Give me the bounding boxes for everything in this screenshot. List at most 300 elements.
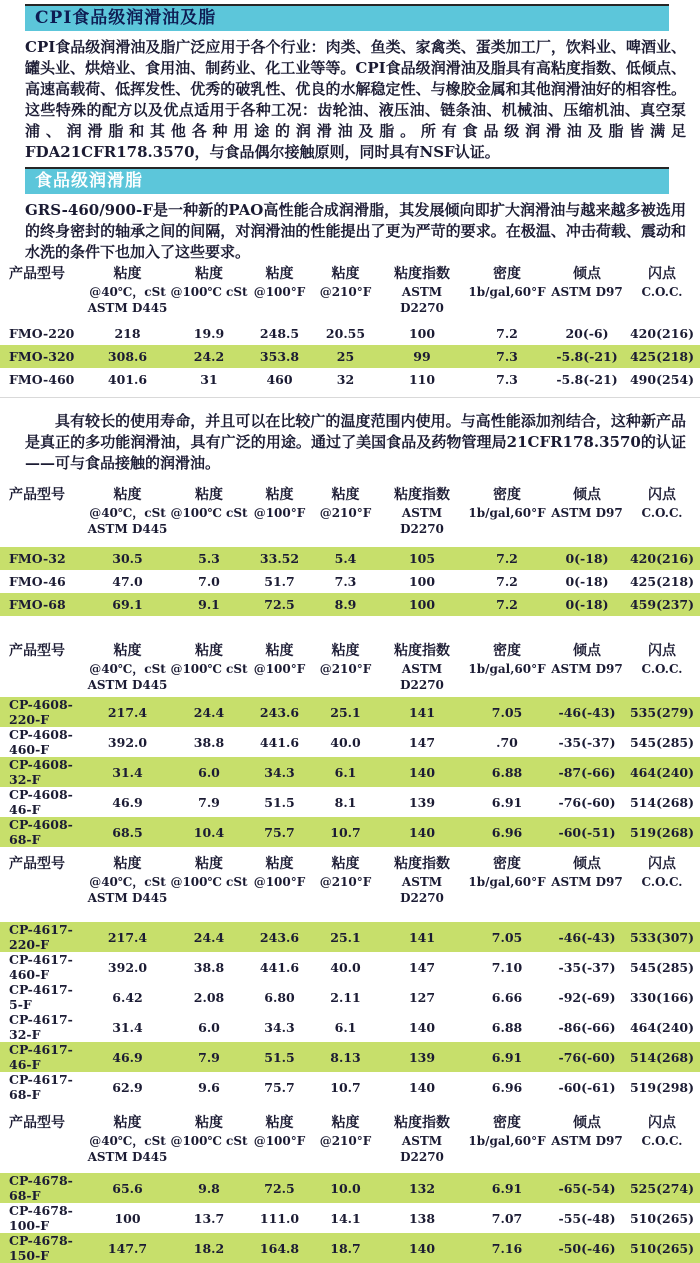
table-cell: 20.55 — [325, 326, 366, 341]
column-header-title: 粘度 — [331, 487, 360, 503]
column-header — [624, 642, 700, 693]
table-row-highlighted — [0, 345, 700, 368]
table-cell: 9.8 — [198, 1180, 220, 1196]
table-cell: 69.1 — [112, 597, 143, 612]
table-cell: 30.5 — [112, 551, 143, 566]
table-cell: 140 — [408, 1019, 436, 1035]
table-cell: 139 — [408, 794, 436, 810]
column-header-title: 粘度指数 — [394, 487, 450, 503]
column-header-subline: 1b/gal,60°F — [468, 506, 546, 520]
table-cell: 7.2 — [496, 597, 518, 612]
column-header-title: 粘度 — [195, 1115, 223, 1131]
table-cell: 464(240) — [629, 764, 694, 780]
column-header-title: 粘度指数 — [394, 266, 450, 282]
table-cell: 10.7 — [330, 1079, 361, 1095]
column-header — [170, 265, 248, 316]
product-spec-table — [0, 1114, 700, 1263]
table-cell: 6.0 — [198, 1019, 220, 1035]
table-cell: 464(240) — [629, 1019, 694, 1035]
column-header-subline: ASTM D445 — [87, 678, 168, 692]
table-cell: 5.4 — [334, 551, 357, 566]
column-header-title: 粘度 — [113, 1115, 142, 1131]
column-header-title: 粘度 — [195, 487, 223, 503]
table-cell: 14.1 — [330, 1210, 361, 1226]
column-header — [248, 1114, 311, 1165]
table-cell: 24.2 — [193, 349, 225, 364]
table-cell: 140 — [408, 1240, 436, 1256]
table-row-highlighted — [0, 697, 700, 727]
table-cell: 147 — [408, 734, 436, 750]
table-row — [0, 952, 700, 982]
column-header-subline: @210°F — [319, 506, 372, 520]
table-cell: 34.3 — [264, 764, 295, 780]
section-title-grease: 食品级润滑脂 — [35, 171, 143, 191]
column-header-subline: C.O.C. — [641, 875, 683, 889]
table-cell: 6.1 — [334, 1019, 357, 1035]
spec-table-fmo-light — [0, 486, 700, 616]
product-model-cell: CP-4678-100-F — [9, 1203, 73, 1233]
table-cell: 6.88 — [491, 764, 523, 780]
section-title-bar-oils — [25, 4, 669, 31]
product-spec-table — [0, 642, 700, 847]
column-header — [550, 1114, 624, 1165]
table-cell: 6.96 — [491, 824, 523, 840]
table-cell: 459(237) — [629, 597, 694, 612]
table-row-highlighted — [0, 817, 700, 847]
table-row — [0, 1203, 700, 1233]
table-row — [0, 787, 700, 817]
table-cell: 519(298) — [629, 1079, 694, 1095]
table-cell: 127 — [408, 989, 436, 1005]
column-header-subline: 1b/gal,60°F — [468, 285, 546, 299]
table-cell: 8.1 — [334, 794, 357, 810]
product-model-cell: CP-4608-220-F — [9, 697, 73, 727]
table-row-highlighted — [0, 1173, 700, 1203]
table-cell: 47.0 — [112, 574, 143, 589]
table-cell: 25.1 — [330, 929, 361, 945]
product-model-cell: CP-4617-460-F — [9, 952, 73, 982]
table-cell: 6.0 — [198, 764, 220, 780]
product-model-cell: CP-4617-68-F — [9, 1072, 73, 1102]
column-header-product: 产品型号 — [9, 1115, 65, 1131]
table-row — [0, 322, 700, 345]
table-cell: 31.4 — [112, 764, 143, 780]
table-row-highlighted — [0, 1042, 700, 1072]
table-cell: 164.8 — [259, 1240, 300, 1256]
table-cell: 218 — [114, 326, 141, 341]
table-cell: 308.6 — [107, 349, 148, 364]
table-cell: 243.6 — [259, 704, 300, 720]
column-header-title: 粘度 — [265, 1115, 294, 1131]
table-cell: 51.7 — [264, 574, 295, 589]
header-gap — [0, 1165, 700, 1173]
column-header — [380, 486, 464, 537]
table-cell: 217.4 — [107, 929, 148, 945]
table-cell: 20(-6) — [565, 326, 609, 341]
product-spec-table — [0, 486, 700, 616]
column-header-subline: @100℃ cSt — [170, 1134, 248, 1148]
table-cell: 38.8 — [193, 734, 225, 750]
table-cell: 105 — [408, 551, 436, 566]
column-header-subline: 1b/gal,60°F — [468, 875, 546, 889]
table-cell: 138 — [408, 1210, 436, 1226]
column-header-product: 产品型号 — [9, 266, 65, 282]
column-header — [248, 265, 311, 316]
table-cell: -35(-37) — [558, 959, 616, 975]
column-header — [464, 642, 550, 693]
table-cell: -60(-61) — [558, 1079, 616, 1095]
table-cell: 75.7 — [264, 1079, 295, 1095]
table-cell: 6.88 — [491, 1019, 523, 1035]
table-cell: 31.4 — [112, 1019, 143, 1035]
column-header-subline: 1b/gal,60°F — [468, 662, 546, 676]
table-row-highlighted — [0, 922, 700, 952]
column-header-title: 倾点 — [573, 487, 601, 503]
column-header-title: 密度 — [493, 856, 521, 872]
column-header-title: 粘度 — [331, 643, 360, 659]
column-header-subline: ASTM D445 — [87, 1150, 168, 1164]
table-cell: 33.52 — [259, 551, 300, 566]
table-cell: -46(-43) — [558, 929, 616, 945]
table-cell: 0(-18) — [565, 597, 609, 612]
table-cell: -65(-54) — [558, 1180, 616, 1196]
table-cell: 72.5 — [264, 1180, 295, 1196]
table-cell: 139 — [408, 1049, 436, 1065]
product-model-cell: CP-4608-68-F — [9, 817, 73, 847]
table-row-highlighted — [0, 757, 700, 787]
table-cell: 545(285) — [629, 734, 694, 750]
table-cell: 10.0 — [330, 1180, 361, 1196]
table-cell: 31 — [200, 372, 218, 387]
table-cell: 68.5 — [112, 824, 143, 840]
header-gap — [0, 906, 700, 922]
column-header-subline: 1b/gal,60°F — [468, 1134, 546, 1148]
table-cell: 510(265) — [629, 1240, 694, 1256]
column-header — [311, 265, 380, 316]
table-header-row — [0, 855, 700, 906]
header-gap — [0, 537, 700, 547]
table-cell: 147.7 — [107, 1240, 148, 1256]
column-header-title: 粘度 — [195, 643, 223, 659]
table-cell: 535(279) — [629, 704, 694, 720]
column-header-title: 粘度 — [265, 487, 294, 503]
column-header-title: 粘度 — [113, 643, 142, 659]
column-header-title: 粘度 — [195, 856, 223, 872]
section-title-bar-grease — [25, 167, 669, 194]
mid-paragraph: 具有较长的使用寿命，并且可以在比较广的温度范围内使用。与高性能添加剂结合，这种新产品是真正的多功能润滑油，具有广泛的用途。通过了美国食品及药物管理局21CFR178.3570的认证——可与食品接触的润滑油。 — [25, 412, 686, 472]
table-cell: 7.0 — [198, 574, 220, 589]
table-cell: 6.1 — [334, 764, 357, 780]
column-header-subline: ASTM D445 — [87, 522, 168, 536]
table-cell: 32 — [336, 372, 355, 387]
table-cell: 0(-18) — [565, 574, 609, 589]
table-cell: 141 — [408, 929, 436, 945]
table-cell: 100 — [408, 574, 436, 589]
column-header-subline: ASTM D97 — [551, 1134, 623, 1148]
table-cell: 40.0 — [330, 734, 361, 750]
column-header-title: 粘度 — [265, 643, 294, 659]
table-cell: 248.5 — [259, 326, 300, 341]
column-header-product: 产品型号 — [9, 643, 65, 659]
column-header-title: 闪点 — [648, 856, 676, 872]
table-cell: -5.8(-21) — [556, 349, 618, 364]
table-cell: 7.16 — [491, 1240, 523, 1256]
table-cell: 7.07 — [491, 1210, 523, 1226]
column-header — [624, 265, 700, 316]
table-row — [0, 1072, 700, 1102]
table-cell: 6.80 — [264, 989, 295, 1005]
table-cell: 392.0 — [107, 734, 148, 750]
column-header-title: 粘度 — [331, 1115, 360, 1131]
column-header — [85, 265, 170, 316]
table-cell: 7.3 — [334, 574, 357, 589]
table-cell: 7.9 — [198, 794, 220, 810]
table-cell: 24.4 — [193, 929, 225, 945]
table-cell: 18.2 — [193, 1240, 225, 1256]
column-header — [311, 855, 380, 906]
intro-paragraph: CPI食品级润滑油及脂广泛应用于各个行业：肉类、鱼类、家禽类、蛋类加工厂，饮料业、啤酒业、罐头业、烘焙业、食用油、制药业、化工业等等。CPI食品级润滑油及脂具有高粘度指数、低倾点、高速高载荷、低挥发性、优秀的破乳性、优良的水解稳定性、与橡胶金属和其他润滑油好的相容性。这些特殊的配方以及优点适用于各种工况：齿轮油、液压油、链条油、机械油、压缩机油、真空泵浦、润滑脂和其他各种用途的润滑油及脂。所有食品级润滑油及脂皆满足FDA21CFR178.3570，与食品偶尔接触原则，同时具有NSF认证。 — [25, 38, 686, 161]
table-cell: 7.10 — [491, 959, 523, 975]
table-header-row — [0, 1114, 700, 1165]
column-header — [464, 855, 550, 906]
table-cell: -55(-48) — [558, 1210, 616, 1226]
product-model-cell: CP-4608-460-F — [9, 727, 73, 757]
column-header-subline: C.O.C. — [641, 285, 683, 299]
table-cell: -76(-60) — [558, 794, 616, 810]
table-cell: 7.9 — [198, 1049, 220, 1065]
table-cell: 7.3 — [496, 372, 518, 387]
table-cell: 10.7 — [330, 824, 361, 840]
grease-intro-paragraph: GRS-460/900-F是一种新的PAO高性能合成润滑脂，其发展倾向即扩大润滑油与越来越多被选用的终身密封的轴承之间的间隔，对润滑油的性能提出了更为严苛的要求。在极温、冲击荷载、震动和水洗的条件下也加入了这些要求。 — [25, 201, 686, 261]
table-cell: 25.1 — [330, 704, 361, 720]
table-cell: 460 — [266, 372, 293, 387]
product-model-cell: CP-4617-220-F — [9, 922, 73, 952]
table-cell: 6.91 — [491, 1180, 523, 1196]
table-cell: -86(-66) — [558, 1019, 616, 1035]
table-cell: 514(268) — [629, 794, 694, 810]
table-cell: -5.8(-21) — [556, 372, 618, 387]
table-cell: 8.9 — [334, 597, 357, 612]
table-cell: 5.3 — [198, 551, 220, 566]
table-row — [0, 982, 700, 1012]
table-cell: 147 — [408, 959, 436, 975]
table-row — [0, 368, 700, 391]
table-cell: 40.0 — [330, 959, 361, 975]
product-spec-table — [0, 265, 700, 391]
column-header — [85, 1114, 170, 1165]
table-cell: 514(268) — [629, 1049, 694, 1065]
table-cell: 7.2 — [496, 326, 518, 341]
column-header — [170, 486, 248, 537]
table-cell: -35(-37) — [558, 734, 616, 750]
table-header-row — [0, 486, 700, 537]
table-row-highlighted — [0, 1233, 700, 1263]
table-cell: 9.6 — [198, 1079, 220, 1095]
column-header — [624, 486, 700, 537]
section-title-oils: CPI食品级润滑油及脂 — [35, 8, 217, 28]
table-cell: 6.42 — [112, 989, 143, 1005]
column-header — [248, 486, 311, 537]
table-cell: 51.5 — [264, 1049, 295, 1065]
table-cell: 100 — [408, 597, 436, 612]
table-cell: 140 — [408, 764, 436, 780]
column-header-title: 粘度指数 — [394, 643, 450, 659]
table-cell: 111.0 — [259, 1210, 300, 1226]
table-cell: 7.05 — [491, 704, 523, 720]
column-header — [550, 855, 624, 906]
column-header-subline: ASTM D445 — [87, 891, 168, 905]
table-cell: 217.4 — [107, 704, 148, 720]
column-header-subline: ASTM D2270 — [400, 875, 444, 905]
table-cell: 6.66 — [491, 989, 523, 1005]
table-header-row — [0, 265, 700, 316]
table-cell: -87(-66) — [558, 764, 616, 780]
spec-table-cp4617 — [0, 855, 700, 1102]
table-cell: 441.6 — [259, 959, 300, 975]
table-cell: 420(216) — [629, 326, 694, 341]
product-model-cell: FMO-46 — [9, 574, 66, 589]
table-cell: 51.5 — [264, 794, 295, 810]
table-cell: 46.9 — [112, 1049, 143, 1065]
table-cell: 140 — [408, 824, 436, 840]
table-cell: 7.2 — [496, 551, 518, 566]
column-header — [311, 1114, 380, 1165]
column-header-subline: ASTM D97 — [551, 662, 623, 676]
column-header-subline: @210°F — [319, 285, 372, 299]
table-row-highlighted — [0, 593, 700, 616]
column-header — [311, 642, 380, 693]
spec-table-cp4678 — [0, 1114, 700, 1263]
table-row — [0, 1012, 700, 1042]
column-header — [248, 642, 311, 693]
table-cell: 24.4 — [193, 704, 225, 720]
column-header-title: 粘度 — [113, 266, 142, 282]
product-model-cell: CP-4678-68-F — [9, 1173, 73, 1203]
table-cell: 7.3 — [496, 349, 518, 364]
column-header-subline: ASTM D2270 — [400, 285, 444, 315]
table-cell: 38.8 — [193, 959, 225, 975]
table-cell: 533(307) — [629, 929, 694, 945]
table-row-highlighted — [0, 547, 700, 570]
table-cell: 8.13 — [330, 1049, 361, 1065]
table-cell: 425(218) — [629, 349, 694, 364]
table-cell: 100 — [114, 1210, 141, 1226]
column-header-subline: @210°F — [319, 662, 372, 676]
product-spec-table — [0, 855, 700, 1102]
column-header — [85, 642, 170, 693]
table-cell: 75.7 — [264, 824, 295, 840]
column-header — [170, 1114, 248, 1165]
column-header-subline: @40℃，cSt — [89, 662, 166, 676]
column-header-product: 产品型号 — [9, 487, 65, 503]
column-header-title: 粘度指数 — [394, 856, 450, 872]
column-header-title: 粘度 — [113, 856, 142, 872]
table-cell: 6.96 — [491, 1079, 523, 1095]
table-header-row — [0, 642, 700, 693]
product-model-cell: FMO-32 — [9, 551, 66, 566]
table-cell: 25 — [336, 349, 355, 364]
table-cell: 2.08 — [193, 989, 225, 1005]
column-header — [550, 486, 624, 537]
column-header-title: 倾点 — [573, 1115, 601, 1131]
product-model-cell: CP-4608-46-F — [9, 787, 73, 817]
column-header-subline: C.O.C. — [641, 506, 683, 520]
column-header — [85, 486, 170, 537]
table-cell: 425(218) — [629, 574, 694, 589]
table-cell: 100 — [408, 326, 436, 341]
column-header-title: 粘度 — [331, 266, 360, 282]
column-header-title: 倾点 — [573, 266, 601, 282]
column-header — [170, 642, 248, 693]
column-header-subline: ASTM D2270 — [400, 506, 444, 536]
column-header-product: 产品型号 — [9, 856, 65, 872]
table-cell: 353.8 — [259, 349, 300, 364]
column-header-subline: @40℃，cSt — [89, 285, 166, 299]
column-header-title: 粘度 — [265, 856, 294, 872]
table-cell: 10.4 — [193, 824, 225, 840]
table-cell: 392.0 — [107, 959, 148, 975]
column-header-title: 闪点 — [648, 1115, 676, 1131]
column-header-subline: @100°F — [253, 285, 306, 299]
table-cell: -60(-51) — [558, 824, 616, 840]
spec-table-cp4608 — [0, 642, 700, 847]
column-header — [380, 642, 464, 693]
table-cell: 7.2 — [496, 574, 518, 589]
table-cell: 18.7 — [330, 1240, 361, 1256]
column-header-subline: ASTM D97 — [551, 506, 623, 520]
table-cell: 0(-18) — [565, 551, 609, 566]
column-header — [464, 265, 550, 316]
column-header-title: 粘度 — [195, 266, 223, 282]
column-header — [248, 855, 311, 906]
column-header-title: 密度 — [493, 1115, 521, 1131]
column-header-title: 闪点 — [648, 266, 676, 282]
product-model-cell: FMO-320 — [9, 349, 75, 364]
column-header-title: 倾点 — [573, 643, 601, 659]
column-header-title: 密度 — [493, 266, 521, 282]
table-cell: 490(254) — [629, 372, 694, 387]
table-cell: 7.05 — [491, 929, 523, 945]
table-cell: 9.1 — [198, 597, 220, 612]
column-header — [624, 855, 700, 906]
column-header-title: 密度 — [493, 487, 521, 503]
column-header-subline: ASTM D2270 — [400, 1134, 444, 1164]
table-cell: -46(-43) — [558, 704, 616, 720]
column-header — [380, 855, 464, 906]
product-model-cell: CP-4617-46-F — [9, 1042, 73, 1072]
column-header-subline: @40℃，cSt — [89, 875, 166, 889]
table-cell: 525(274) — [629, 1180, 694, 1196]
table-cell: 110 — [408, 372, 436, 387]
table-cell: 72.5 — [264, 597, 295, 612]
column-header-subline: @100°F — [253, 662, 306, 676]
column-header — [550, 265, 624, 316]
table-cell: 19.9 — [193, 326, 225, 341]
column-header — [380, 1114, 464, 1165]
column-header-subline: C.O.C. — [641, 1134, 683, 1148]
table-cell: -50(-46) — [558, 1240, 616, 1256]
table-cell: 401.6 — [107, 372, 148, 387]
column-header-title: 密度 — [493, 643, 521, 659]
column-header-subline: C.O.C. — [641, 662, 683, 676]
column-header-subline: ASTM D97 — [551, 875, 623, 889]
table-cell: 140 — [408, 1079, 436, 1095]
table-cell: 519(268) — [629, 824, 694, 840]
column-header-subline: @100℃ cSt — [170, 285, 248, 299]
spec-table-fmo-heavy — [0, 265, 700, 398]
table-cell: 2.11 — [330, 989, 361, 1005]
column-header-title: 闪点 — [648, 643, 676, 659]
